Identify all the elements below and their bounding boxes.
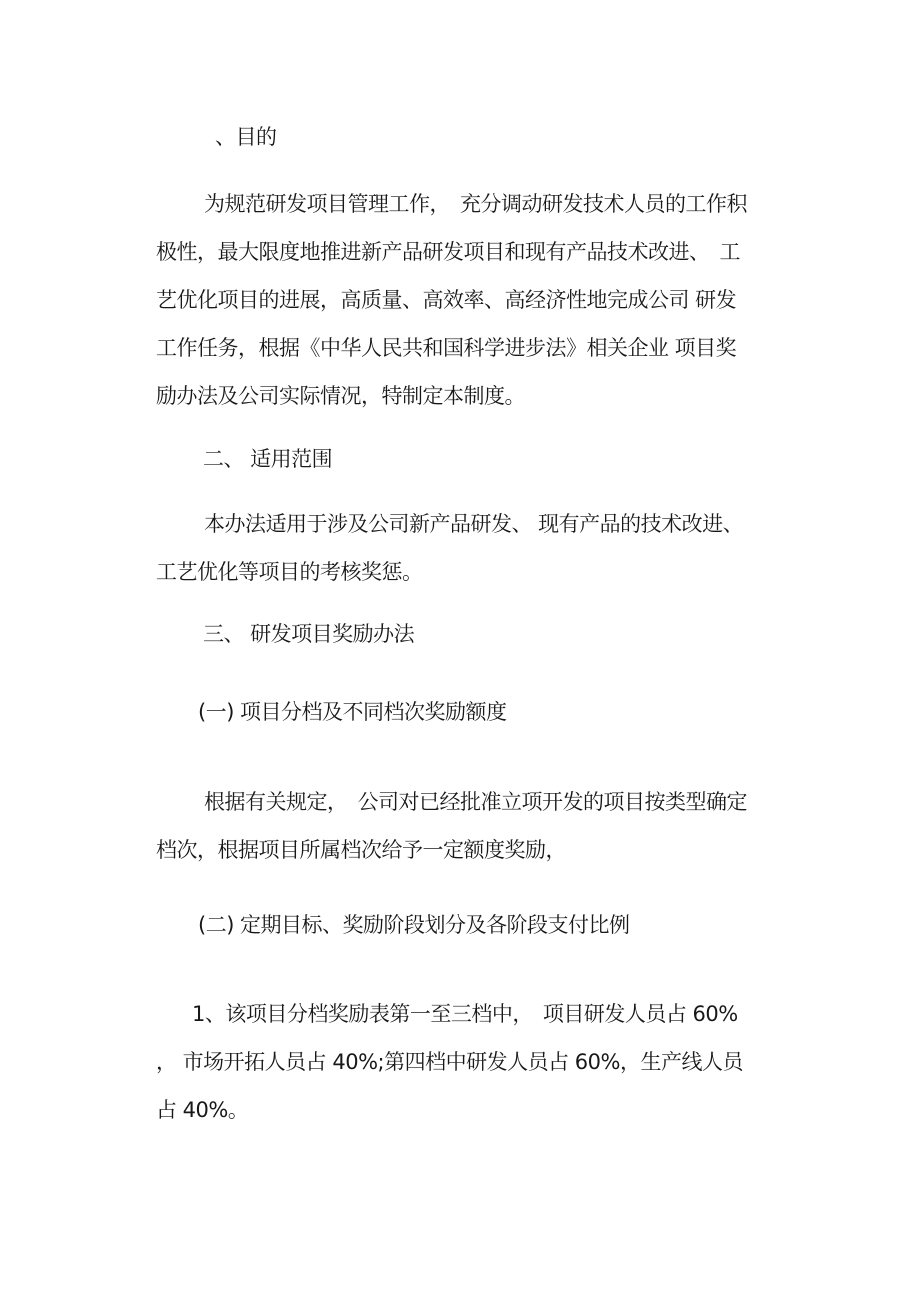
text-line: 根据有关规定， 公司对已经批准立项开发的项目按类型确定: [204, 790, 747, 814]
paragraph-purpose: [156, 180, 750, 420]
subheading-text: (二) 定期目标、奖励阶段划分及各阶段支付比例: [198, 913, 630, 937]
paragraph-stage-payment: [156, 990, 750, 1134]
text-line: 占 40%。: [156, 1098, 249, 1122]
heading-scope: [156, 435, 750, 483]
heading-purpose: [156, 113, 750, 161]
paragraph-project-tiers: [156, 778, 750, 874]
text-line: ， 市场开拓人员占 40%;第四档中研发人员占 60%，生产线人员: [156, 1050, 743, 1074]
text-line: 励办法及公司实际情况，特制定本制度。: [156, 384, 525, 408]
heading-reward-measures: [156, 610, 750, 658]
text-line: 档次，根据项目所属档次给予一定额度奖励，: [156, 838, 566, 862]
text-line: 工作任务，根据《中华人民共和国科学进步法》相关企业 项目奖: [156, 336, 737, 360]
heading-text: 三、 研发项目奖励办法: [203, 622, 415, 646]
subheading-project-tiers: [156, 688, 750, 736]
heading-text: 、目的: [215, 125, 277, 149]
text-line: 工艺优化等项目的考核奖惩。: [156, 560, 423, 584]
text-line: 为规范研发项目管理工作， 充分调动研发技术人员的工作积: [204, 192, 747, 216]
heading-text: 二、 适用范围: [203, 447, 333, 471]
subheading-stage-payment: [156, 901, 750, 949]
paragraph-scope: [156, 500, 750, 596]
text-line: 艺优化项目的进展，高质量、高效率、高经济性地完成公司 研发: [156, 288, 737, 312]
text-line: 极性，最大限度地推进新产品研发项目和现有产品技术改进、 工: [156, 240, 740, 264]
subheading-text: (一) 项目分档及不同档次奖励额度: [198, 700, 507, 724]
text-line: 本办法适用于涉及公司新产品研发、 现有产品的技术改进、: [204, 512, 744, 536]
text-line: 1、该项目分档奖励表第一至三档中， 项目研发人员占 60%: [192, 1002, 738, 1026]
